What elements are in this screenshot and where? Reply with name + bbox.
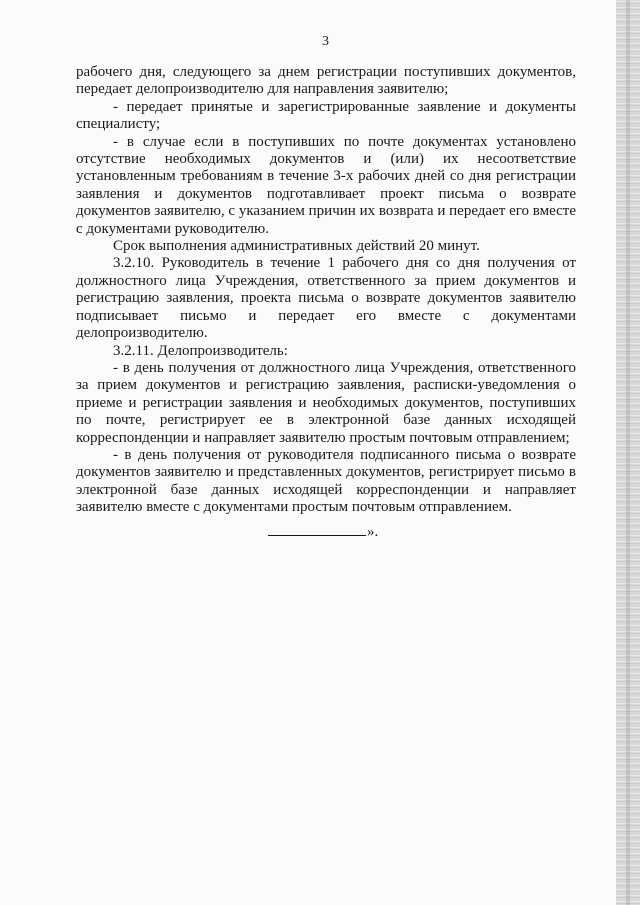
page-number: 3 (322, 34, 329, 49)
paragraph-3: - в случае если в поступивших по почте документах установлено отсутствие необходимых документов и (или) их несоответствие установленным требованиям в течение 3-х рабочих дней со дня регистрации заявления и документов подготавливает проект письма о возврате документов заявителю, с указанием причин их возврата и передает его вместе с документами руководителю. (76, 133, 576, 237)
signature-blank (268, 535, 366, 536)
paragraph-8: - в день получения от руководителя подписанного письма о возврате документов заявителю и представленных документов, регистрирует письмо в электронной базе данных исходящей корреспонденции и направляет заявителю вместе с документами простым почтовым отправлением. (76, 446, 576, 516)
paragraph-6: 3.2.11. Делопроизводитель: (113, 342, 288, 359)
paragraph-7: - в день получения от должностного лица Учреждения, ответственного за прием документов и регистрацию заявления, расписки-уведомления о приеме и регистрации заявления и необходимых документов, поступивших по почте, регистрирует ее в электронной базе данных исходящей корреспонденции и направляет заявителю простым почтовым отправлением; (76, 359, 576, 446)
paragraph-5: 3.2.10. Руководитель в течение 1 рабочего дня со дня получения от должностного лица Учреждения, ответственного за прием документов и регистрацию заявления, проекта письма о возврате документов заявителю подписывает письмо и передает его вместе с документами делопроизводителю. (76, 255, 576, 342)
closing-quote: ». (367, 524, 379, 540)
paragraph-2: - передает принятые и зарегистрированные заявление и документы специалисту; (76, 98, 576, 133)
document-body (76, 64, 576, 517)
closing-line (268, 524, 378, 541)
scan-edge-shadow (626, 0, 630, 905)
paragraph-1: рабочего дня, следующего за днем регистрации поступивших документов, передает делопроизводителю для направления заявителю; (76, 64, 576, 98)
paragraph-4: Срок выполнения административных действий 20 минут. (113, 238, 480, 255)
